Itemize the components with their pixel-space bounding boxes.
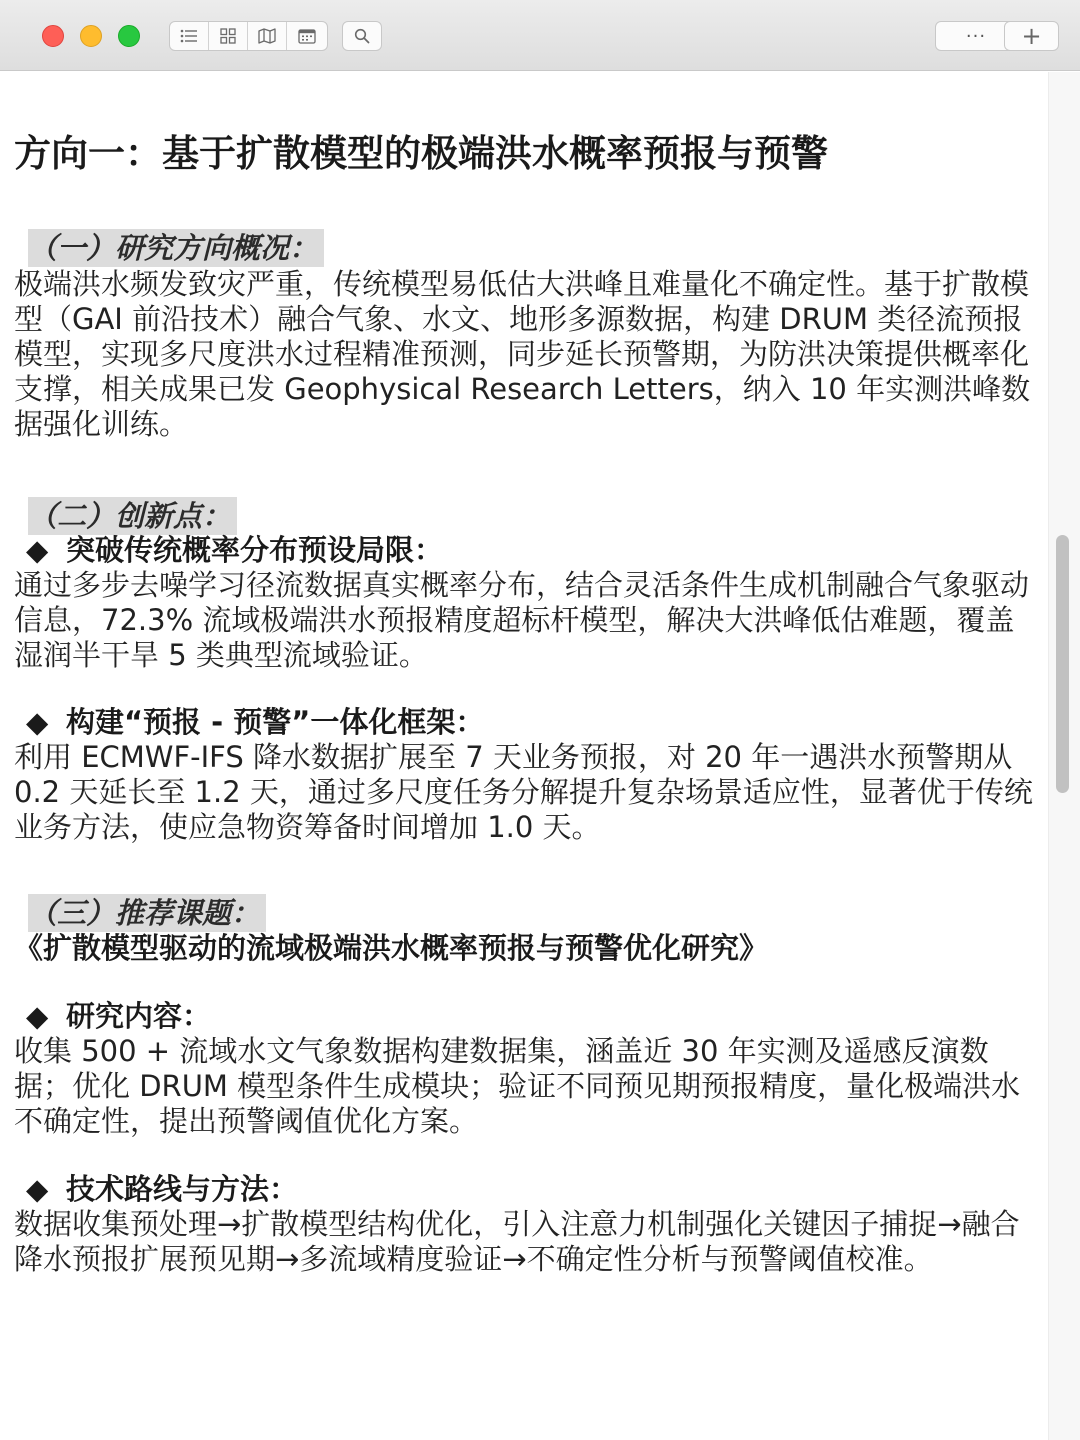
diamond-bullet-icon: ◆ — [26, 533, 49, 567]
search-button[interactable] — [342, 21, 382, 51]
minimize-window-button[interactable] — [80, 25, 102, 47]
innovation-point-2-title — [26, 705, 484, 740]
list-view-button[interactable] — [170, 22, 209, 50]
calendar-view-button[interactable] — [287, 22, 326, 50]
tech-route-title-text: 技术路线与方法： — [66, 1172, 299, 1206]
close-window-button[interactable] — [42, 25, 64, 47]
research-content-title — [26, 999, 211, 1034]
innovation-point-2-title-text: 构建“预报 - 预警”一体化框架： — [66, 705, 485, 739]
innovation-point-1-title-text: 突破传统概率分布预设局限： — [66, 533, 444, 567]
innovation-point-2-body: 利用 ECMWF-IFS 降水数据扩展至 7 天业务预报，对 20 年一遇洪水预警期从 0.2 天延长至 1.2 天，通过多尺度任务分解提升复杂场景适应性，显著优于传统业务方法，使应急物资筹备时间增加 1.0 天。 — [14, 740, 1033, 844]
research-content-title-text: 研究内容： — [66, 999, 212, 1033]
zoom-window-button[interactable] — [118, 25, 140, 47]
more-options-label: ··· — [965, 25, 987, 47]
diamond-bullet-icon: ◆ — [26, 999, 49, 1033]
diamond-bullet-icon: ◆ — [26, 1172, 49, 1206]
research-content-body: 收集 500 + 流域水文气象数据构建数据集，涵盖近 30 年实测及遥感反演数据；优化 DRUM 模型条件生成模块；验证不同预见期预报精度，量化极端洪水不确定性，提出预警阈值优化方案。 — [14, 1034, 1021, 1138]
view-switcher — [169, 21, 328, 51]
search-button-face — [343, 22, 381, 50]
window-toolbar — [0, 0, 1080, 71]
section-1-heading: （一）研究方向概况： — [28, 229, 324, 267]
map-view-button[interactable] — [248, 22, 287, 50]
document-title: 方向一：基于扩散模型的极端洪水概率预报与预警 — [14, 132, 828, 175]
tech-route-title — [26, 1172, 298, 1207]
vertical-scrollbar-thumb[interactable] — [1056, 535, 1069, 793]
add-label: + — [1021, 22, 1042, 50]
innovation-point-1-title — [26, 533, 443, 568]
section-1-body: 极端洪水频发致灾严重，传统模型易低估大洪峰且难量化不确定性。基于扩散模型（GAI 前沿技术）融合气象、水文、地形多源数据，构建 DRUM 类径流预报模型，实现多尺度洪水过程精准预测，同步延长预警期，为防洪决策提供概率化支撑，相关成果已发 Geophysical Research Letters，纳入 10 年实测洪峰数据强化训练。 — [14, 267, 1031, 441]
section-3-heading: （三）推荐课题： — [28, 894, 266, 932]
map-icon — [258, 28, 276, 44]
section-2-heading: （二）创新点： — [28, 497, 237, 535]
diamond-bullet-icon: ◆ — [26, 705, 49, 739]
recommended-topic-title: 《扩散模型驱动的流域极端洪水概率预报与预警优化研究》 — [14, 931, 769, 965]
list-icon — [180, 29, 198, 43]
grid-view-button[interactable] — [209, 22, 248, 50]
search-icon — [354, 28, 370, 44]
innovation-point-1-body: 通过多步去噪学习径流数据真实概率分布，结合灵活条件生成机制融合气象驱动信息，72.3% 流域极端洪水预报精度超标杆模型，解决大洪峰低估难题，覆盖湿润半干旱 5 类典型流域验证。 — [14, 568, 1030, 672]
add-button[interactable] — [1004, 21, 1059, 51]
tech-route-body: 数据收集预处理→扩散模型结构优化，引入注意力机制强化关键因子捕捉→融合降水预报扩展预见期→多流域精度验证→不确定性分析与预警阈值校准。 — [14, 1207, 1020, 1276]
grid-icon — [220, 28, 236, 44]
calendar-icon — [298, 29, 316, 44]
